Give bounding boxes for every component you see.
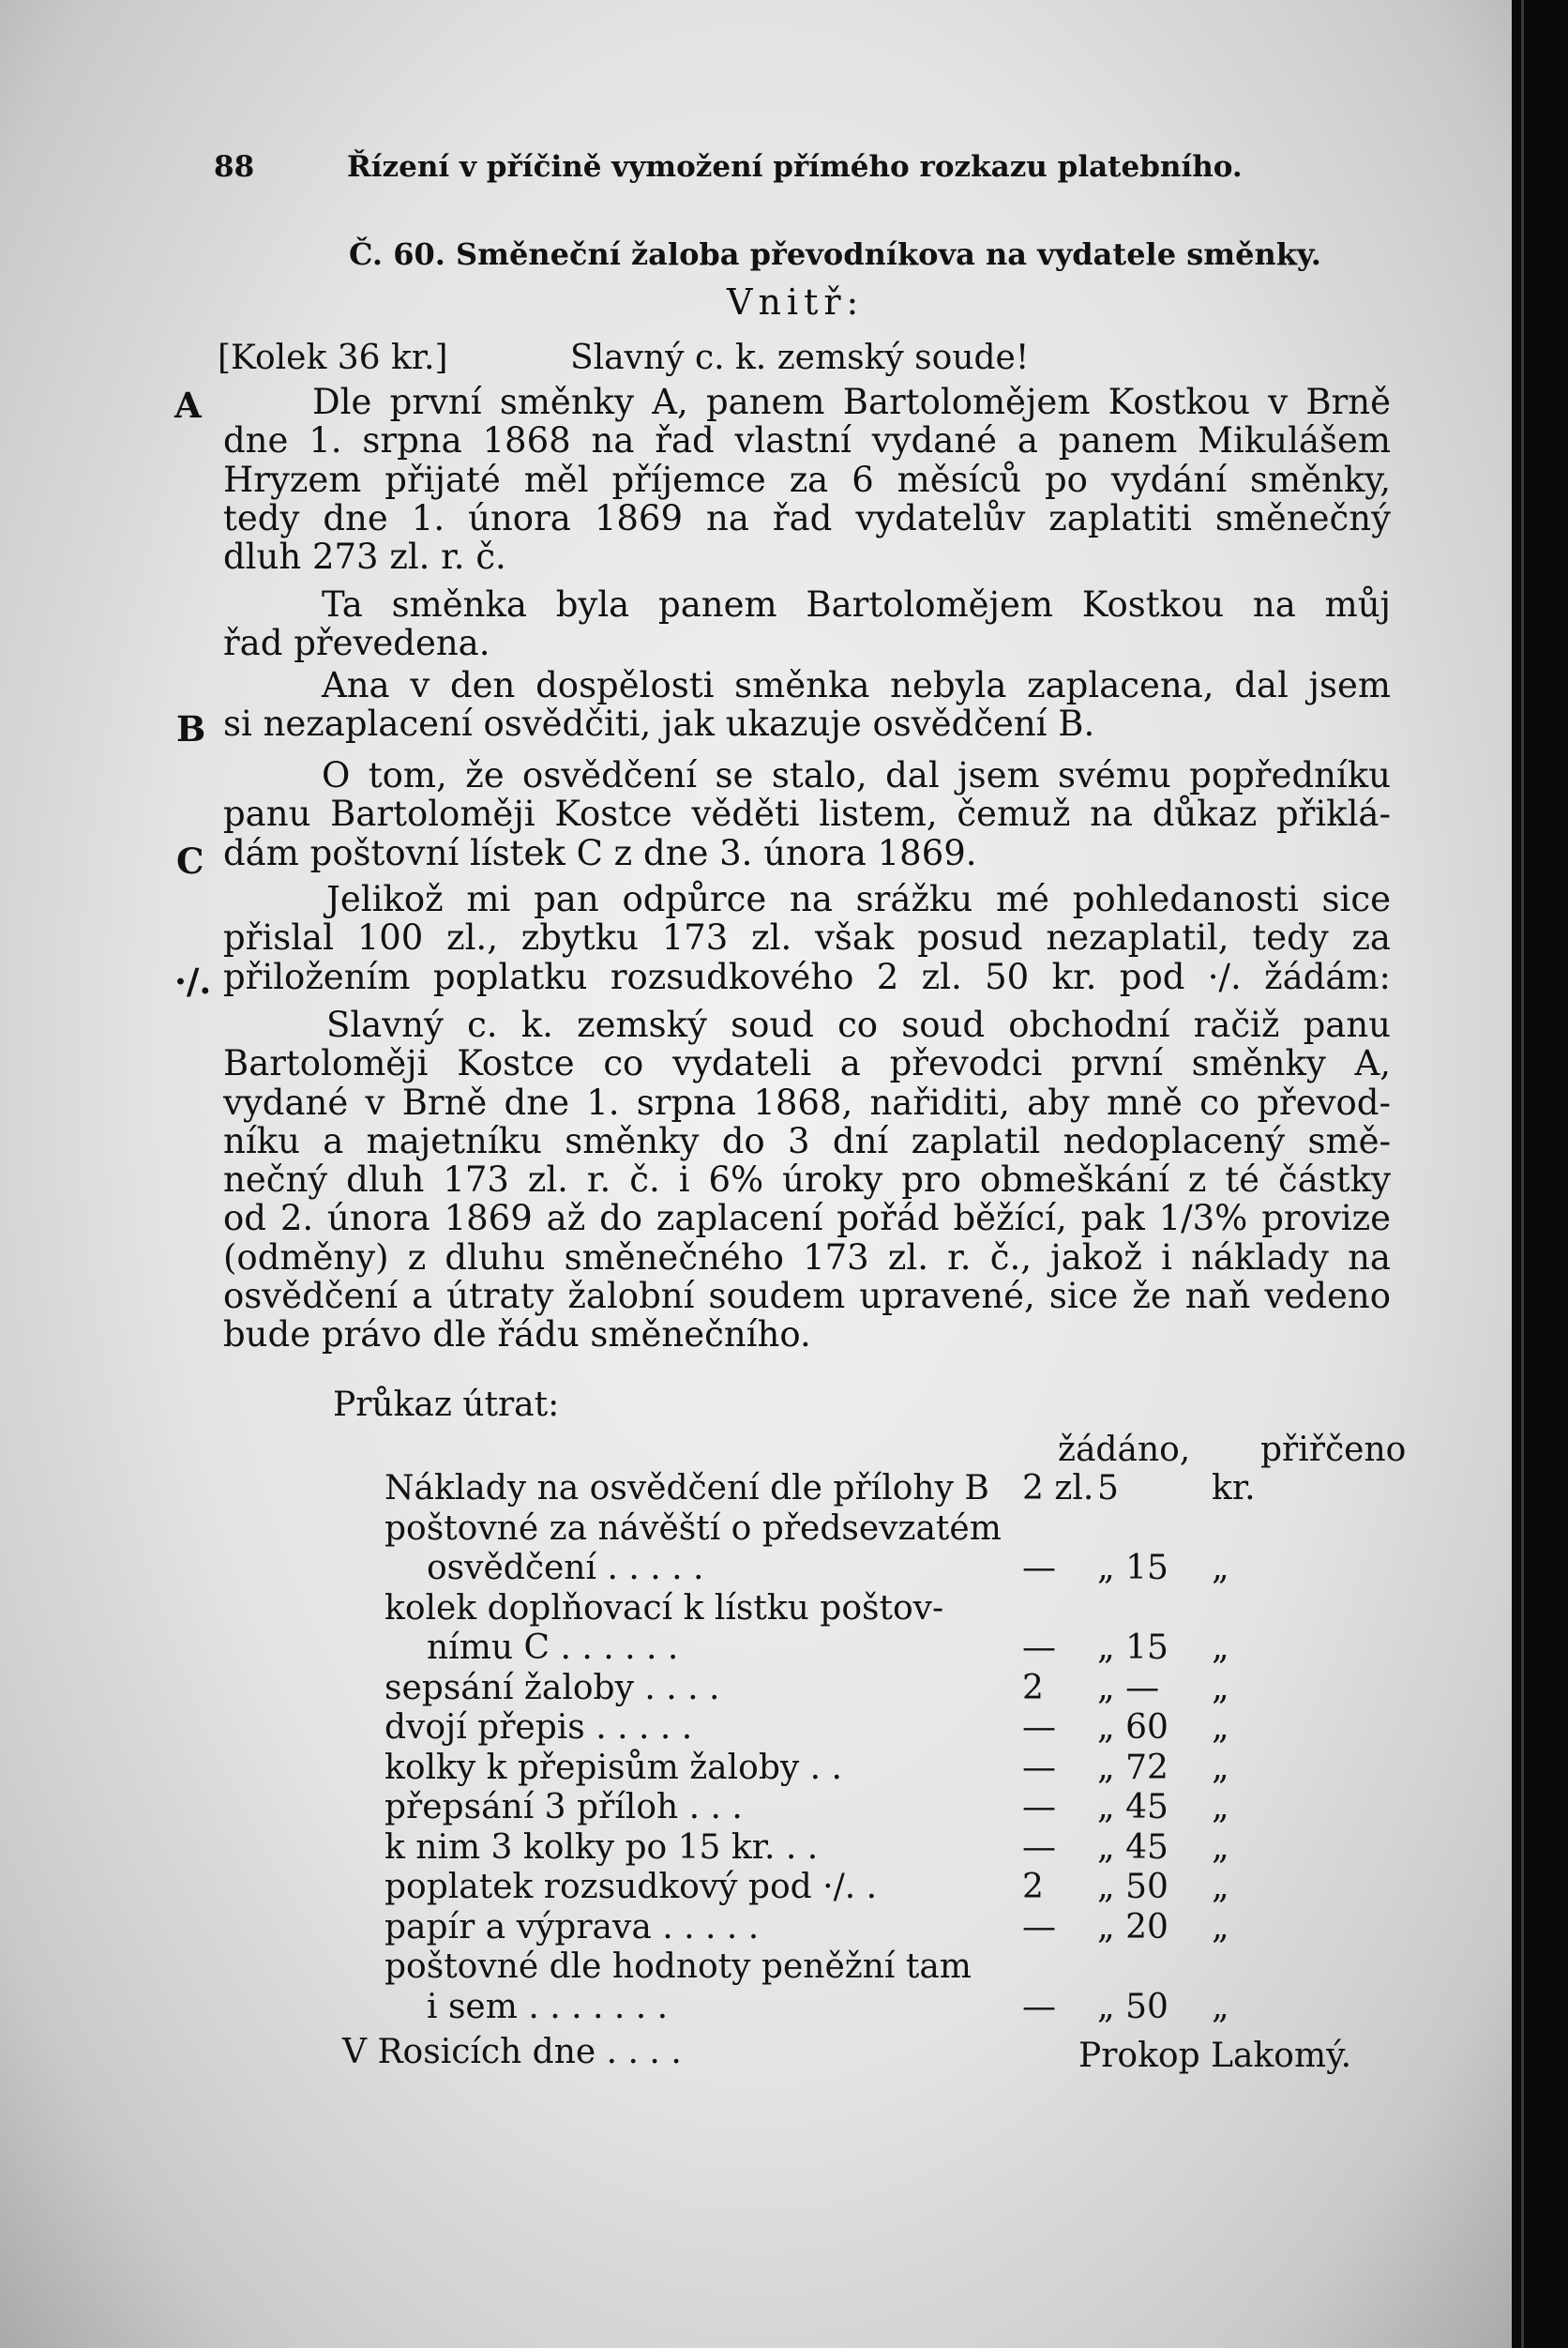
text-line: Hryzem přijaté měl příjemce za 6 měsíců po vydání směnky, — [223, 459, 1391, 500]
cost-row-unit: „ — [1212, 1628, 1229, 1667]
cost-row-label: k nim 3 kolky po 15 kr. . . — [384, 1827, 819, 1867]
running-title: Řízení v příčině vymožení přímého rozkazu platebního. — [347, 150, 1243, 184]
cost-row-unit: „ — [1212, 1748, 1229, 1787]
cost-row-zl: — — [1022, 1907, 1056, 1947]
cost-row-zl: — — [1022, 1628, 1056, 1667]
paragraph-1 — [223, 383, 1391, 576]
paragraph-3 — [223, 666, 1391, 744]
text-line: vydané v Brně dne 1. srpna 1868, nařiditi, aby mně co převod- — [223, 1082, 1391, 1123]
cost-row-unit: „ — [1212, 1907, 1229, 1947]
text-line: Ta směnka byla panem Bartolomějem Kostkou na můj — [322, 584, 1391, 625]
text-line: Dle první směnky A, panem Bartolomějem Kostkou v Brně — [312, 382, 1391, 422]
page-edge — [1512, 0, 1568, 2348]
text-line: řad převedena. — [223, 623, 490, 664]
cost-row-unit: kr. — [1212, 1469, 1256, 1507]
cost-row-zl: 2 zl. — [1022, 1469, 1094, 1507]
section-title: Č. 60. Směneční žaloba převodníkova na vydatele směnky. — [349, 236, 1321, 272]
cost-row-kr: „ 15 — [1097, 1628, 1168, 1667]
cost-row-label: poplatek rozsudkový pod ·/. . — [384, 1868, 878, 1906]
signature: Prokop Lakomý. — [1078, 2037, 1352, 2075]
cost-row-kr: „ 45 — [1097, 1788, 1168, 1826]
court-address: Slavný c. k. zemský soude! — [570, 339, 1030, 377]
col-requested: žádáno, — [1058, 1431, 1191, 1469]
cost-row-zl: — — [1022, 1708, 1056, 1747]
cost-row-unit: „ — [1212, 1788, 1229, 1826]
cost-row-label: dvojí přepis . . . . . — [384, 1708, 693, 1747]
cost-row-kr: „ 15 — [1097, 1549, 1168, 1587]
text-line: dám poštovní lístek C z dne 3. února 1869. — [223, 832, 977, 873]
margin-label-c: C — [176, 841, 204, 882]
text-line: nečný dluh 173 zl. r. č. i 6% úroky pro obmeškání z té částky — [223, 1159, 1391, 1201]
cost-row-kr: „ — — [1097, 1668, 1160, 1707]
text-line: Bartoloměji Kostce co vydateli a převodci první směnky A, — [223, 1043, 1391, 1084]
cost-row-zl: — — [1022, 1549, 1056, 1587]
text-line: O tom, že osvědčení se stalo, dal jsem svému popředníku — [322, 755, 1391, 795]
margin-label-attachment: ·/. — [174, 961, 212, 1002]
text-line: od 2. února 1869 až do zaplacení pořád běžící, pak 1/3% provize — [223, 1198, 1391, 1239]
cost-row-kr: „ 60 — [1097, 1708, 1168, 1747]
cost-row-kr: „ 20 — [1097, 1907, 1168, 1947]
text-line: tedy dne 1. února 1869 na řad vydatelův zaplatiti směnečný — [223, 497, 1391, 538]
cost-row-kr: „ 50 — [1097, 1987, 1168, 2026]
text-line: dne 1. srpna 1868 na řad vlastní vydané a panem Mikulášem — [223, 420, 1391, 462]
text-line: bude právo dle řádu směnečního. — [223, 1314, 811, 1356]
cost-row-kr: „ 45 — [1097, 1827, 1168, 1867]
text-line: Jelikož mi pan odpůrce na srážku mé pohledanosti sice — [326, 879, 1391, 919]
paragraph-2 — [223, 585, 1391, 663]
cost-row-label: Náklady na osvědčení dle přílohy B — [384, 1469, 989, 1507]
cost-row-zl: 2 — [1022, 1668, 1044, 1707]
cost-row-unit: „ — [1212, 1868, 1229, 1906]
col-awarded: přiřčeno — [1260, 1431, 1407, 1469]
cost-row-unit: „ — [1212, 1708, 1229, 1747]
cost-row-label: poštovné dle hodnoty peněžní tam — [384, 1947, 972, 1986]
margin-label-a: A — [174, 385, 202, 426]
cost-row-zl: — — [1022, 1827, 1056, 1867]
cost-row-label: kolek doplňovací k lístku poštov- — [384, 1588, 944, 1628]
text-line: Slavný c. k. zemský soud co soud obchodní račiž panu — [326, 1005, 1391, 1045]
text-line: níku a majetníku směnky do 3 dní zaplatil nedoplacený smě- — [223, 1120, 1391, 1161]
cost-row-unit: „ — [1212, 1827, 1229, 1867]
cost-row-label: nímu C . . . . . . — [427, 1628, 679, 1667]
costs-heading: Průkaz útrat: — [333, 1386, 560, 1424]
text-line: dluh 273 zl. r. č. — [223, 537, 506, 578]
cost-row-kr: „ 72 — [1097, 1748, 1168, 1787]
paragraph-5 — [223, 880, 1391, 996]
paragraph-6 — [223, 1006, 1391, 1355]
text-line: si nezaplacení osvědčiti, jak ukazuje osvědčení B. — [223, 704, 1095, 745]
cost-row-label: sepsání žaloby . . . . — [384, 1668, 720, 1707]
cost-row-unit: „ — [1212, 1549, 1229, 1587]
place-date: V Rosicích dne . . . . — [342, 2033, 682, 2071]
cost-row-zl: 2 — [1022, 1868, 1044, 1906]
cost-row-zl: — — [1022, 1987, 1056, 2026]
stamp-note: [Kolek 36 kr.] — [218, 339, 448, 377]
cost-row-zl: — — [1022, 1788, 1056, 1826]
paragraph-4 — [223, 756, 1391, 872]
cost-row-label: přepsání 3 příloh . . . — [384, 1788, 743, 1826]
text-line: osvědčení a útraty žalobní soudem upravené, sice že naň vedeno — [223, 1276, 1391, 1317]
cost-row-unit: „ — [1212, 1668, 1229, 1707]
cost-row-zl: — — [1022, 1748, 1056, 1787]
cost-row-kr: „ 50 — [1097, 1868, 1168, 1906]
cost-row-label: kolky k přepisům žaloby . . — [384, 1748, 842, 1787]
section-subtitle: Vnitř: — [727, 281, 865, 323]
cost-row-kr: 5 — [1097, 1469, 1119, 1507]
text-line: přiložením poplatku rozsudkového 2 zl. 50 kr. pod ·/. žádám: — [223, 956, 1391, 997]
cost-row-label: osvědčení . . . . . — [427, 1549, 704, 1587]
margin-label-b: B — [176, 708, 206, 750]
page-number: 88 — [214, 150, 255, 184]
text-line: Ana v den dospělosti směnka nebyla zaplacena, dal jsem — [322, 665, 1391, 705]
text-line: panu Bartoloměji Kostce věděti listem, čemuž na důkaz přiklá- — [223, 794, 1391, 835]
cost-row-label: poštovné za návěští o předsevzatém — [384, 1508, 1002, 1548]
cost-row-label: papír a výprava . . . . . — [384, 1907, 760, 1947]
cost-row-unit: „ — [1212, 1987, 1229, 2026]
text-line: přislal 100 zl., zbytku 173 zl. však posud nezaplatil, tedy za — [223, 917, 1391, 959]
text-line: (odměny) z dluhu směnečného 173 zl. r. č., jakož i náklady na — [223, 1236, 1391, 1278]
cost-row-label: i sem . . . . . . . — [427, 1987, 669, 2026]
